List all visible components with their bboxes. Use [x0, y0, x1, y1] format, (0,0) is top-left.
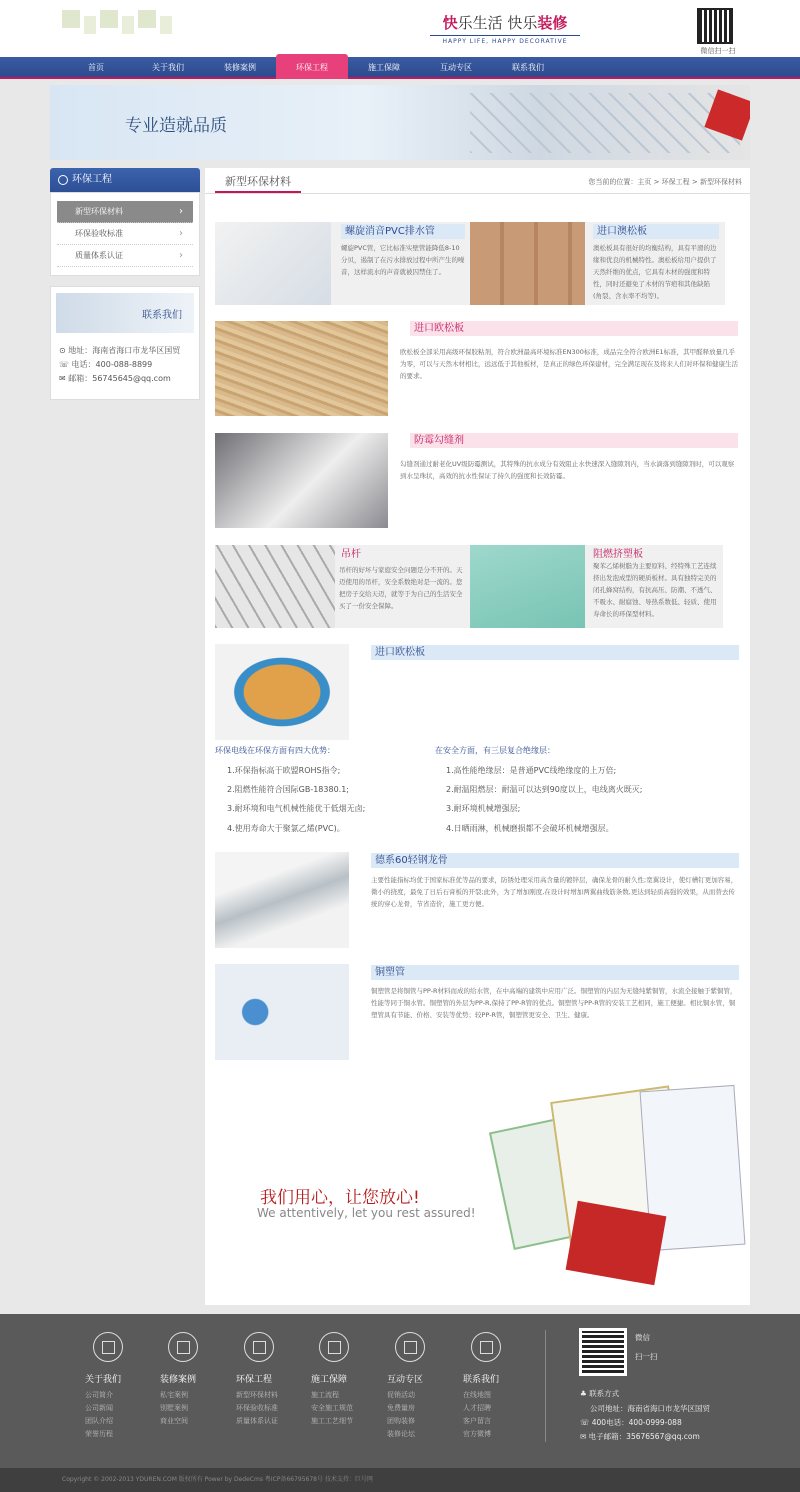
footer-link[interactable]: 客户留言	[463, 1417, 491, 1425]
site-logo[interactable]	[62, 10, 212, 36]
nav-about[interactable]: 关于我们	[152, 63, 184, 72]
footer-link[interactable]: 在线地图	[463, 1391, 491, 1399]
slogan-en: HAPPY LIFE, HAPPY DECORATIVE	[430, 35, 580, 45]
footer-link[interactable]: 免费量房	[387, 1404, 415, 1412]
wire-left-item: 2.阻燃性能符合国际GB-18380.1;	[227, 785, 349, 794]
sidebar-contact-box	[50, 286, 200, 400]
location-icon: ⊙	[59, 346, 69, 355]
sidebar-item-label: 环保验收标准	[75, 229, 123, 238]
footer-link[interactable]: 质量体系认证	[236, 1417, 278, 1425]
wire-left-item: 4.使用寿命大于聚氯乙烯(PVC)。	[227, 824, 345, 833]
product-title: 防霉勾缝剂	[410, 433, 738, 448]
wire-left-heading: 环保电线在环保方面有四大优势：	[215, 746, 335, 755]
footer-link[interactable]: 公司简介	[85, 1391, 113, 1399]
product-title: 进口欧松板	[371, 645, 739, 660]
page-title: 新型环保材料	[215, 171, 301, 193]
tile-grout-image	[215, 433, 388, 528]
nav-cases[interactable]: 装修案例	[224, 63, 256, 72]
footer-link[interactable]: 私宅案例	[160, 1391, 188, 1399]
product-desc: 主要性能指标均优于国家标准优等品的要求，防锈处理采用高含量的镀锌层，确保龙骨的耐久性;宽翼设计，使灯槽钉更加容易，微小的挠度，最免了日后石膏板的开裂;此外，为了增加刚度,在设计时增加两翼曲线筋条数,更达到轻质高强的效果，从而替去传统的穿心龙骨，节省造价，施工更方便。	[371, 876, 738, 908]
phone-icon: ☏	[59, 360, 72, 369]
wire-right-heading: 在安全方面，有三层复合绝缘层：	[435, 746, 555, 755]
contact-phone-text: 电话：400-088-8899	[71, 360, 153, 369]
mail-icon: ✉	[580, 1432, 589, 1441]
product-desc: 聚苯乙烯树脂为主要原料、经特殊工艺连续挤出发泡成型的硬质板材。具有独特完美的闭孔蜂窝结构，有抗高压、防潮、不透气、不吸水、耐腐蚀、导热系数低、轻质、使用寿命长的环保型材料。	[593, 562, 717, 618]
footer-link[interactable]: 促销活动	[387, 1391, 415, 1399]
footer-phone	[580, 1417, 682, 1428]
contact-title: 联系我们	[142, 310, 182, 321]
footer-link[interactable]: 荣誉历程	[85, 1430, 113, 1438]
footer-col-title[interactable]: 环保工程	[236, 1375, 273, 1385]
nav-contact[interactable]: 联系我们	[512, 63, 544, 72]
nav-guarantee[interactable]: 施工保障	[368, 63, 400, 72]
steel-keel-image	[215, 852, 349, 948]
osb-shelf-image	[470, 222, 585, 305]
home-icon	[93, 1332, 123, 1362]
sidebar-menu	[50, 192, 200, 276]
stamp-icon	[168, 1332, 198, 1362]
footer-link[interactable]: 施工工艺细节	[311, 1417, 353, 1425]
footer-col-interactive	[387, 1332, 447, 1441]
nav-eco[interactable]: 环保工程	[276, 54, 348, 79]
product-title: 德系60轻钢龙骨	[371, 853, 739, 868]
wire-right-item: 4.日晒雨淋，机械磨损都不会破坏机械增强层。	[446, 824, 614, 833]
slogan	[430, 12, 580, 52]
trophy-icon	[395, 1332, 425, 1362]
wire-right-item: 3.耐环境机械增强层;	[446, 804, 521, 813]
product-desc: 勾缝剂通过耐老化UV级防霉测试，其特殊的抗水成分有效阻止水快速深入缝隙剂内，当水滴落到缝隙剂时，可以观察到水呈珠状，高效的抗水性保证了持久的强度和长效防霉。	[400, 460, 735, 480]
sidebar-title: 环保工程	[72, 174, 112, 185]
osb-board-image	[215, 321, 388, 416]
sidebar-header	[50, 168, 200, 192]
product-title: 吊杆	[341, 549, 361, 560]
footer-scan: 扫一扫	[635, 1352, 658, 1361]
nav-home[interactable]: 首页	[88, 63, 104, 72]
footer-wechat: 微信	[635, 1333, 650, 1342]
banner-title: 专业造就品质	[125, 116, 227, 136]
footer-link[interactable]: 新型环保材料	[236, 1391, 278, 1399]
wire-left-item: 1.环保指标高于欧盟ROHS指令;	[227, 766, 341, 775]
footer-link[interactable]: 公司新闻	[85, 1404, 113, 1412]
footer-col-contact	[463, 1332, 523, 1441]
footer-qr-code	[579, 1328, 627, 1376]
people-icon: ♣	[580, 1389, 590, 1398]
footer-col-title[interactable]: 装修案例	[160, 1375, 197, 1385]
sidebar-item-label: 新型环保材料	[75, 207, 123, 216]
main-content	[205, 168, 750, 1305]
banner-blueprint-image	[470, 93, 740, 153]
main-nav	[0, 57, 800, 79]
qr-label: 微信扫一扫	[700, 47, 736, 55]
chevron-right-icon: ›	[179, 250, 183, 261]
sidebar-item-quality[interactable]	[57, 245, 193, 267]
footer-contact-head-text: 联系方式	[589, 1389, 620, 1398]
footer-phone-text: 400电话：400-0999-088	[591, 1418, 682, 1427]
footer-link[interactable]: 环保验收标准	[236, 1404, 278, 1412]
contact-phone	[59, 359, 152, 370]
footer-columns	[85, 1314, 515, 1468]
footer-contact-head	[580, 1388, 619, 1399]
wire-right-item: 2.耐温阻燃层：耐温可以达到90度以上，电线离火既灭;	[446, 785, 643, 794]
picc-certificate-image	[566, 1201, 667, 1286]
product-title: 阻燃挤塑板	[593, 549, 643, 560]
sidebar-item-new-materials[interactable]	[57, 201, 193, 223]
product-title: 进口澳松板	[593, 224, 719, 239]
footer-col-title[interactable]: 互动专区	[387, 1375, 424, 1385]
footer-email	[580, 1431, 700, 1442]
copyright: Copyright © 2002-2013 YDUREN.COM 版权所有 Power by DedeCms 粤ICP备66795678号 技术支持：巨号网	[0, 1468, 800, 1492]
contact-address-text: 地址：海南省海口市龙华区国贸	[68, 346, 181, 355]
product-desc: 螺旋PVC管，它比标准实壁管能降低8-10分贝，遏制了在污水排放过程中所产生的噪音，这样流水的声音就被囚禁住了。	[341, 244, 465, 276]
footer-col-guarantee	[311, 1332, 371, 1428]
contact-email	[59, 373, 171, 384]
pvc-pipe-image	[215, 222, 331, 305]
sidebar-item-standards[interactable]	[57, 223, 193, 245]
contact-address	[59, 345, 180, 356]
product-desc: 吊杆的好坏与家庭安全问题是分不开的。天迈使用的吊杆，安全系数绝对是一流的。您把房子交给天迈，就等于为自己的生活安全买了一份安全保障。	[339, 566, 463, 610]
people-icon	[471, 1332, 501, 1362]
footer-col-about	[85, 1332, 145, 1441]
footer-col-cases	[160, 1332, 220, 1428]
product-desc: 澳松板具有很好的均衡结构，具有平滑的边缘和优良的机械特性。澳松板给用户提供了天然纤维的优点，它具有木材的强度和特性，同时还避免了木材的节疤和其他缺陷(角裂、含水率不均等)。	[593, 244, 717, 300]
footer-address: 公司地址：海南省海口市龙华区国贸	[590, 1404, 710, 1413]
chevron-right-icon: ›	[179, 206, 183, 217]
slogan-part2: 乐生活 快乐	[457, 14, 538, 32]
footer-link[interactable]: 装修论坛	[387, 1430, 415, 1438]
footer-link[interactable]: 别墅案例	[160, 1404, 188, 1412]
footer-col-title[interactable]: 施工保障	[311, 1375, 348, 1385]
footer-col-eco	[236, 1332, 296, 1428]
footer-link[interactable]: 安全施工规范	[311, 1404, 353, 1412]
hammer-icon	[319, 1332, 349, 1362]
product-desc: 欧松板全部采用高级环保胶粘剂，符合欧洲最高环境标准EN300标准，成品完全符合欧洲E1标准，其甲醛释放量几乎为零，可以与天然木材相比，远远低于其他板材，是真正的绿色环保建材，完全满足现在及将来人们对环保和健康生活的要求。	[400, 348, 738, 380]
slogan-part3: 装修	[537, 14, 568, 32]
promise-en: We attentively, let you rest assured!	[257, 1206, 476, 1220]
footer-link[interactable]: 团购装修	[387, 1417, 415, 1425]
wire-left-item: 3.耐环境和电气机械性能优于低烟无卤;	[227, 804, 366, 813]
product-title: 铜塑管	[371, 965, 739, 980]
paint-roller-icon	[244, 1332, 274, 1362]
footer-link[interactable]: 人才招聘	[463, 1404, 491, 1412]
product-desc: 铜塑管是将铜管与PP-R材料而成的给水管，在中高端的建筑中应用广泛。铜塑管的内层为无缝纯紫铜管，水流全接触于紫铜管，性能等同于铜水管。铜塑管的外层为PP-R,保持了PP-R管的优点。铜塑管与PP-R管的安装工艺相同，施工便捷。相比铜水管，铜塑管具有节能、价格、安装等优势；较PP-R管，铜塑管更安全、卫生、健康。	[371, 987, 737, 1019]
wire-right-item: 1.高性能绝缘层：是普通PVC线绝缘度的上万倍;	[446, 766, 617, 775]
footer-col-title[interactable]: 联系我们	[463, 1375, 500, 1385]
footer-col-title[interactable]: 关于我们	[85, 1375, 122, 1385]
chevron-right-icon: ›	[179, 228, 183, 239]
breadcrumb: 您当前的位置：主页 > 环保工程 > 新型环保材料	[588, 178, 742, 186]
footer-link[interactable]: 商业空间	[160, 1417, 188, 1425]
slogan-part1: 快	[442, 14, 458, 32]
mail-icon: ✉	[59, 374, 69, 383]
xps-board-image	[470, 545, 585, 628]
copper-pipe-image	[215, 964, 349, 1060]
footer-divider	[545, 1330, 546, 1442]
phone-icon: ☏	[580, 1418, 592, 1427]
page-banner	[50, 85, 750, 160]
electric-wire-image	[215, 644, 349, 740]
sidebar-item-label: 质量体系认证	[75, 251, 123, 260]
product-title: 螺旋消音PVC排水管	[341, 224, 465, 239]
sidebar	[50, 168, 200, 276]
wechat-qr-code	[697, 8, 733, 44]
product-title: 进口欧松板	[410, 321, 738, 336]
nav-interactive[interactable]: 互动专区	[440, 63, 472, 72]
ceiling-rod-image	[215, 545, 335, 628]
footer-link[interactable]: 官方微博	[463, 1430, 491, 1438]
footer-email-text: 电子邮箱：35676567@qq.com	[588, 1432, 700, 1441]
contact-email-text: 邮箱：56745645@qq.com	[68, 374, 171, 383]
contact-banner-image	[56, 293, 194, 333]
content-header	[205, 168, 750, 194]
promise-cn: 我们用心，让您放心!	[260, 1188, 420, 1208]
footer-link[interactable]: 施工流程	[311, 1391, 339, 1399]
cloud-icon	[58, 175, 68, 185]
footer-link[interactable]: 团队介绍	[85, 1417, 113, 1425]
